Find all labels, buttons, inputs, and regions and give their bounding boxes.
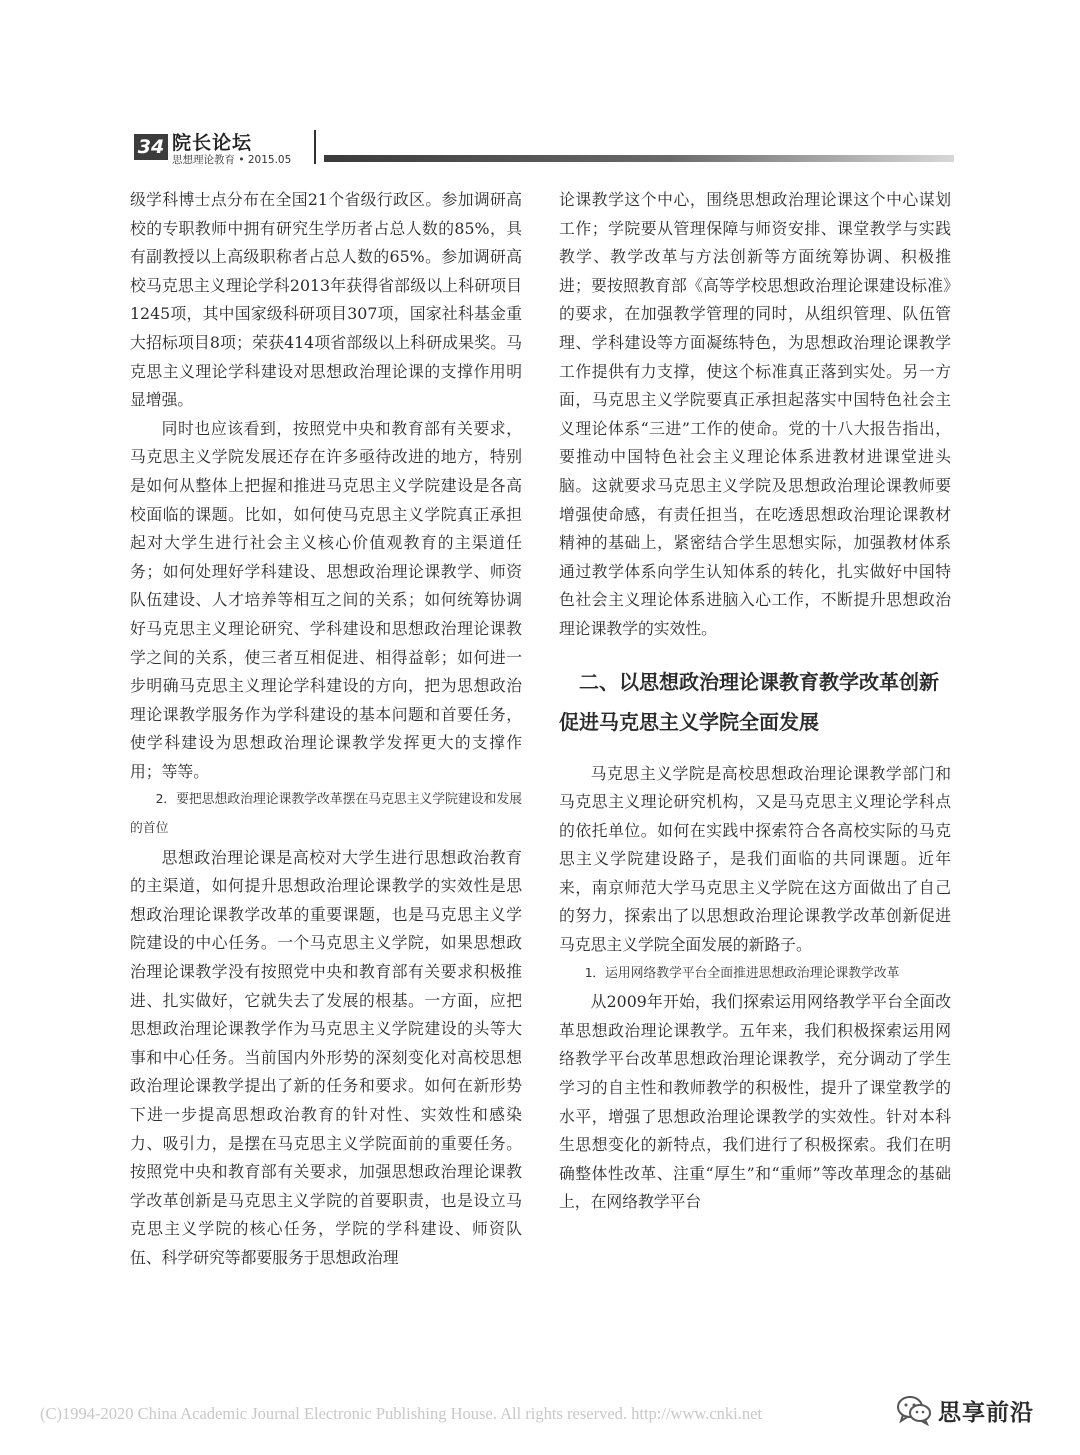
section-title: 院长论坛 [172, 132, 253, 154]
right-column [559, 186, 951, 1217]
brand-name: 思享前沿 [938, 1400, 1034, 1426]
page-header [134, 128, 954, 166]
paragraph: 论课教学这个中心，围绕思想政治理论课这个中心谋划工作；学院要从管理保障与师资安排、课堂教学与实践教学、教学改革与方法创新等方面统筹协调、积极推进；要按照教育部《高等学校思想政治理论课建设标准》的要求，在加强教学管理的同时，从组织管理、队伍管理、学科建设等方面凝练特色，为思想政治理论课教学工作提供有力支撑，使这个标准真正落到实处。另一方面，马克思主义学院要真正承担起落实中国特色社会主义理论体系“三进”工作的使命。党的十八大报告指出，要推动中国特色社会主义理论体系进教材进课堂进头脑。这就要求马克思主义学院及思想政治理论课教师要增强使命感，有责任担当，在吃透思想政治理论课教材精神的基础上，紧密结合学生思想实际，加强教材体系通过教学体系向学生认知体系的转化，扎实做好中国特色社会主义理论体系进脑入心工作，不断提升思想政治理论课教学的实效性。 [559, 190, 951, 638]
paragraph: 从2009年开始，我们探索运用网络教学平台全面改革思想政治理论课教学。五年来，我们积极探索运用网络教学平台改革思想政治理论课教学，充分调动了学生学习的自主性和教师教学的积极性，提升了课堂教学的水平，增强了思想政治理论课教学的实效性。针对本科生思想变化的新特点，我们进行了积极探索。我们在明确整体性改革、注重“厚生”和“重师”等改革理念的基础上，在网络教学平台 [559, 992, 951, 1212]
paragraph: 马克思主义学院是高校思想政治理论课教学部门和马克思主义理论研究机构，又是马克思主义理论学科点的依托单位。如何在实践中探索符合各高校实际的马克思主义学院建设路子，是我们面临的共同课题。近年来，南京师范大学马克思主义学院在这方面做出了自己的努力，探索出了以思想政治理论课教学改革创新促进马克思主义学院全面发展的新路子。 [559, 763, 951, 955]
page-number: 34 [134, 134, 168, 160]
paragraph: 级学科博士点分布在全国21个省级行政区。参加调研高校的专职教师中拥有研究生学历者占总人数的85%，具有副教授以上高级职称者占总人数的65%。参加调研高校马克思主义理论学科2013年获得省部级以上科研项目1245项，其中国家级科研项目307项，国家社科基金重大招标项目8项；荣获414项省部级以上科研成果奖。马克思主义理论学科建设对思想政治理论课的支撑作用明显增强。 [130, 190, 522, 410]
copyright-notice: (C)1994-2020 China Academic Journal Electronic Publishing House. All rights reserved. http://www.cnki.net [40, 1404, 763, 1423]
subheading: 1．运用网络教学平台全面推进思想政治理论课教学改革 [584, 965, 900, 981]
wechat-icon [896, 1394, 932, 1426]
paragraph: 思想政治理论课是高校对大学生进行思想政治教育的主渠道，如何提升思想政治理论课教学的实效性是思想政治理论课教学改革的重要课题，也是马克思主义学院建设的中心任务。一个马克思主义学院，如果思想政治理论课教学没有按照党中央和教育部有关要求积极推进、扎实做好，它就失去了发展的根基。一方面，应把思想政治理论课教学作为马克思主义学院建设的头等大事和中心任务。当前国内外形势的深刻变化对高校思想政治理论课教学提出了新的任务和要求。如何在新形势下进一步提高思想政治教育的针对性、实效性和感染力、吸引力，是摆在马克思主义学院面前的重要任务。按照党中央和教育部有关要求，加强思想政治理论课教学改革创新是马克思主义学院的首要职责，也是设立马克思主义学院的核心任务，学院的学科建设、师资队伍、科学研究等都要服务于思想政治理 [130, 847, 522, 1267]
subheading: 2．要把思想政治理论课教学改革摆在马克思主义学院建设和发展的首位 [130, 792, 522, 837]
journal-issue: 思想理论教育 • 2015.05 [172, 154, 292, 166]
header-gradient-bar [324, 155, 954, 162]
header-divider [314, 130, 316, 164]
left-column [130, 186, 522, 1273]
section-heading: 二、以思想政治理论课教育教学改革创新促进马克思主义学院全面发展 [559, 669, 939, 734]
paragraph: 同时也应该看到，按照党中央和教育部有关要求，马克思主义学院发展还存在许多亟待改进的地方，特别是如何从整体上把握和推进马克思主义学院建设是各高校面临的课题。比如，如何使马克思主义学院真正承担起对大学生进行社会主义核心价值观教育的主渠道任务；如何处理好学科建设、思想政治理论课教学、师资队伍建设、人才培养等相互之间的关系；如何统筹协调好马克思主义理论研究、学科建设和思想政治理论课教学之间的关系，使三者互相促进、相得益彰；如何进一步明确马克思主义理论学科建设的方向，把为思想政治理论课教学服务作为学科建设的基本问题和首要任务，使学科建设为思想政治理论课教学发挥更大的支撑作用；等等。 [130, 418, 522, 781]
